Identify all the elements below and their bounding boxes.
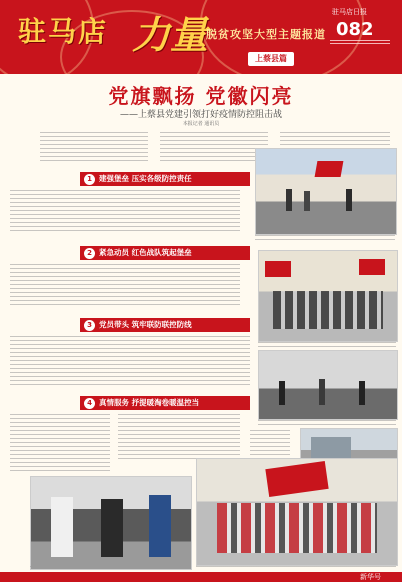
lead-paragraph-1 — [160, 132, 268, 164]
photo-medical-staff — [30, 476, 192, 570]
section-title: 建强堡垒 压实各级防控责任 — [99, 174, 192, 183]
section-bar-4 — [80, 396, 250, 410]
section-number: 3 — [84, 320, 95, 331]
photo-caption — [196, 566, 396, 570]
photo-caption — [255, 235, 395, 241]
section-bar-2 — [80, 246, 250, 260]
page-number: 082 — [336, 19, 374, 40]
photo-volunteers — [258, 250, 398, 342]
section-3-text — [10, 336, 250, 386]
section-title: 真情服务 抒提暖淘卷暖温控当 — [99, 398, 200, 407]
volunteer-group — [273, 291, 383, 329]
person-figure — [304, 191, 310, 211]
section-4-text-col3 — [250, 430, 290, 460]
section-title: 党员带头 筑牢联防联控防线 — [99, 320, 192, 329]
photo-party-members — [196, 458, 398, 566]
photo-checkpoint — [255, 148, 397, 235]
section-number: 2 — [84, 248, 95, 259]
photo-caption — [258, 342, 396, 347]
person-figure — [149, 495, 171, 557]
section-title: 紧急动员 红色战队筑起堡垒 — [99, 248, 192, 257]
page-subtitle: ——上蔡县党建引领打好疫情防控阻击战 — [119, 110, 282, 120]
paper-logo: 驻马店日报 — [332, 8, 367, 16]
lead-quote-text — [40, 132, 148, 164]
brand-title-large: 力量 — [132, 12, 209, 57]
person-figure — [51, 497, 73, 557]
section-4-text-col2 — [118, 414, 240, 460]
person-figure — [279, 381, 285, 405]
date-info — [330, 40, 390, 46]
photo-caption — [30, 566, 190, 570]
county-tag: 上蔡县篇 — [248, 52, 294, 66]
page-title: 党旗飘扬 党徽闪亮 — [108, 84, 294, 108]
person-figure — [286, 189, 292, 211]
party-flag — [265, 461, 328, 497]
series-slogan: 脱贫攻坚大型主题报道 — [206, 28, 326, 41]
brand-title: 驻马店 — [18, 15, 109, 48]
section-1-text — [10, 190, 240, 232]
photo-street — [258, 350, 398, 420]
footer-logo: 新华号 — [360, 573, 381, 581]
person-figure — [346, 189, 352, 211]
red-flag — [265, 261, 291, 277]
section-2-text — [10, 264, 240, 308]
red-flag — [315, 161, 344, 177]
member-group — [217, 503, 377, 553]
footer-bar — [0, 572, 402, 582]
person-figure — [319, 379, 325, 405]
person-figure — [359, 381, 365, 405]
section-4-text-col1 — [10, 414, 110, 474]
person-figure — [101, 499, 123, 557]
section-number: 1 — [84, 174, 95, 185]
section-bar-3 — [80, 318, 250, 332]
section-number: 4 — [84, 398, 95, 409]
byline: 本报记者 通讯员 — [182, 121, 220, 127]
photo-caption — [258, 420, 396, 425]
red-flag — [359, 259, 385, 275]
section-bar-1 — [80, 172, 250, 186]
